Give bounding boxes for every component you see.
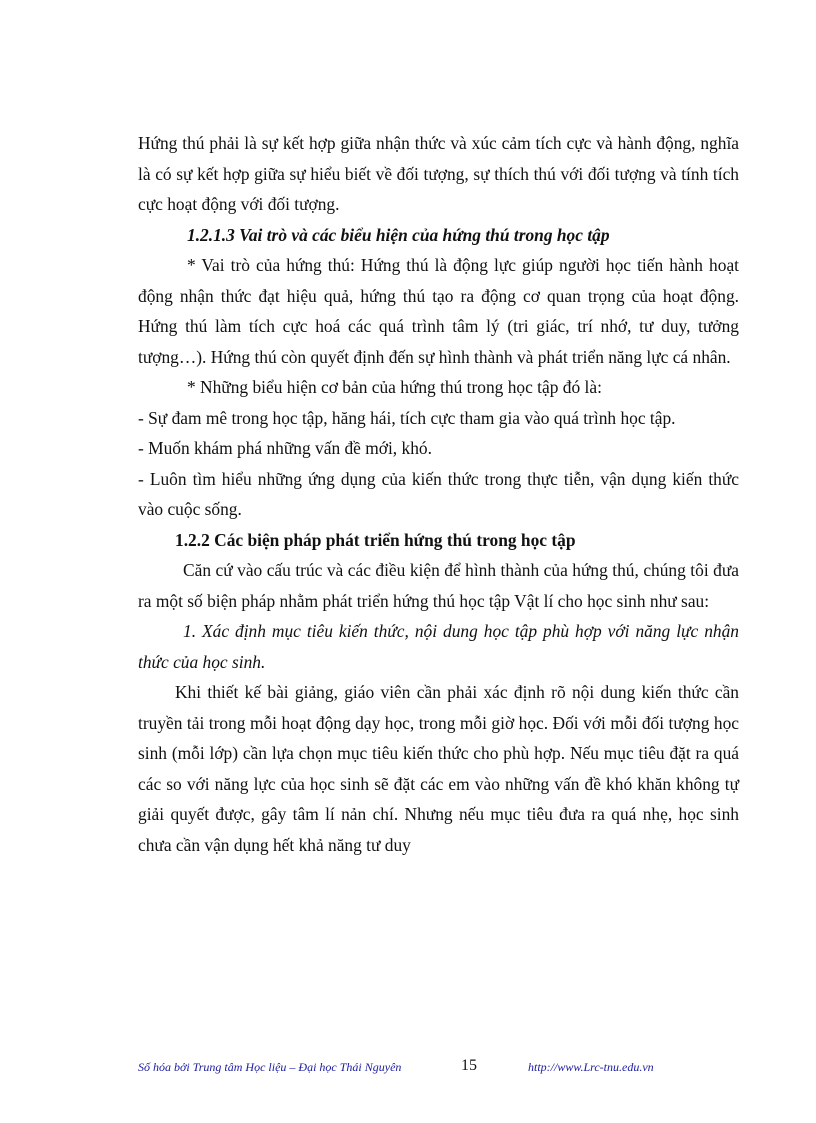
paragraph-interest-definition: Hứng thú phải là sự kết hợp giữa nhận thức và xúc cảm tích cực và hành động, nghĩa là có sự kết hợp giữa sự hiểu biết về đối tượng, sự thích thú với đối tượng và tính tích cực hoạt động với đối tượng. [138,133,739,214]
footer-source: Số hóa bởi Trung tâm Học liệu – Đại học Thái Nguyên [138,1060,402,1074]
page-body [138,128,739,860]
footer-url: http://www.Lrc-tnu.edu.vn [528,1060,654,1074]
section-heading-1-2-1-3: 1.2.1.3 Vai trò và các biểu hiện của hứng thú trong học tập [187,224,610,245]
bullet-explore: - Muốn khám phá những vấn đề mới, khó. [138,438,432,458]
paragraph-lesson-design: Khi thiết kế bài giảng, giáo viên cần phải xác định rõ nội dung kiến thức cần truyền tải trong mỗi hoạt động dạy học, trong mỗi giờ học. Đối với mỗi đối tượng học sinh (mỗi lớp) cần lựa chọn mục tiêu kiến thức cho phù hợp. Nếu mục tiêu đặt ra quá các so với năng lực của học sinh sẽ đặt các em vào những vấn đề khó khăn không tự giải quyết được, gây tâm lí nản chí. Nhưng nếu mục tiêu đưa ra quá nhẹ, học sinh chưa cần vận dụng hết khả năng tư duy [138,682,739,855]
bullet-apply-knowledge: - Luôn tìm hiểu những ứng dụng của kiến thức trong thực tiễn, vận dụng kiến thức vào cuộc sống. [138,468,739,519]
page-number: 15 [461,1057,477,1074]
section-heading-1-2-2: 1.2.2 Các biện pháp phát triển hứng thú trong học tập [175,529,576,550]
paragraph-role-of-interest: * Vai trò của hứng thú: Hứng thú là động lực giúp người học tiến hành hoạt động nhận thức đạt hiệu quả, hứng thú tạo ra động cơ quan trọng của hoạt động. Hứng thú làm tích cực hoá các quá trình tâm lý (tri giác, trí nhớ, tư duy, tưởng tượng…). Hứng thú còn quyết định đến sự hình thành và phát triển năng lực cá nhân. [138,255,739,367]
bullet-passion: - Sự đam mê trong học tập, hăng hái, tích cực tham gia vào quá trình học tập. [138,407,676,428]
paragraph-measures-intro: Căn cứ vào cấu trúc và các điều kiện để hình thành của hứng thú, chúng tôi đưa ra một số biện pháp nhằm phát triển hứng thú học tập Vật lí cho học sinh như sau: [138,560,739,611]
paragraph-manifestations-intro: * Những biểu hiện cơ bản của hứng thú trong học tập đó là: [187,377,602,397]
page-footer [138,1058,678,1078]
measure-1-heading: 1. Xác định mục tiêu kiến thức, nội dung học tập phù hợp với năng lực nhận thức của học sinh. [138,621,739,672]
